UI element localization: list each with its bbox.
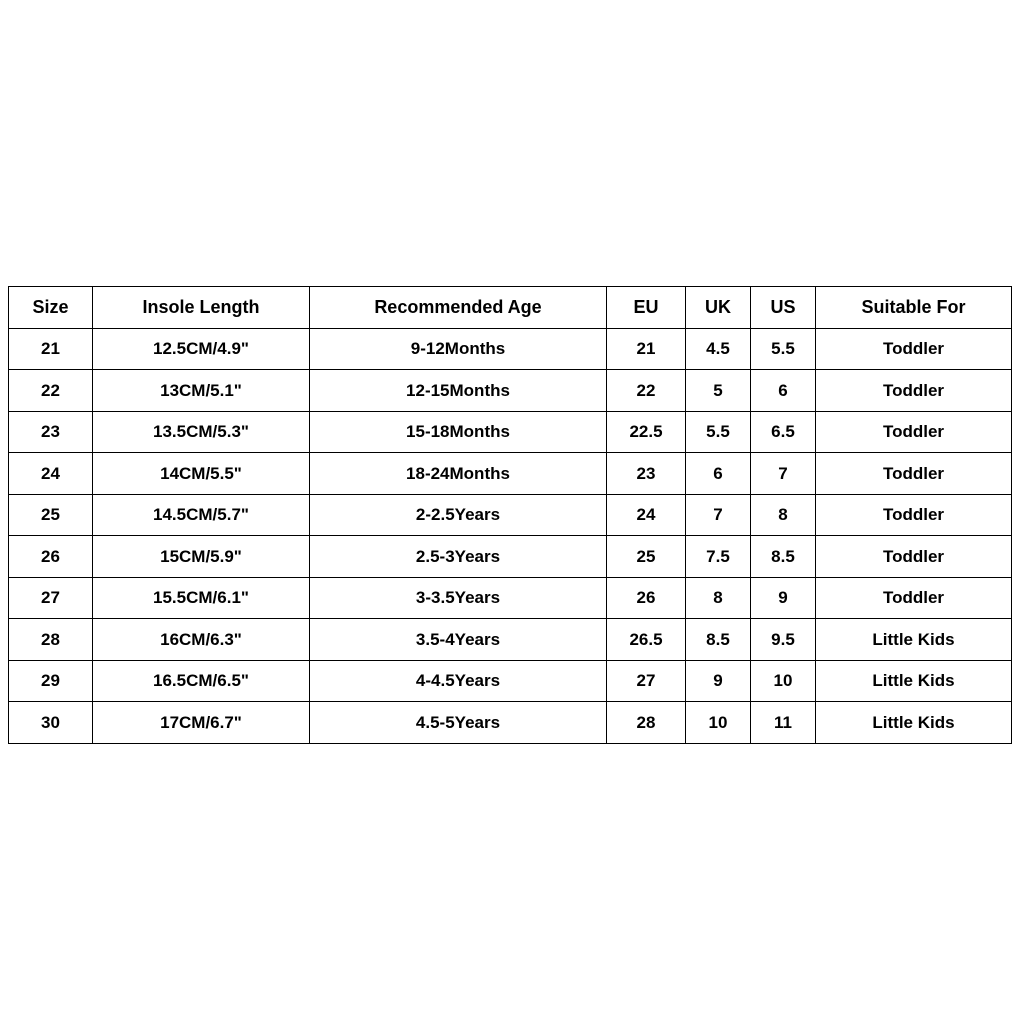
cell-recommended-age: 9-12Months [310,328,607,370]
cell-suitable-for: Toddler [816,328,1012,370]
cell-size: 28 [9,619,93,661]
header-size: Size [9,287,93,329]
table-row [9,411,1012,453]
cell-us: 6 [751,370,816,412]
cell-recommended-age: 2.5-3Years [310,536,607,578]
cell-eu: 23 [607,453,686,495]
cell-us: 9.5 [751,619,816,661]
cell-eu: 21 [607,328,686,370]
cell-uk: 7 [686,494,751,536]
size-chart-table [8,286,1012,744]
table-row [9,328,1012,370]
cell-uk: 5.5 [686,411,751,453]
cell-recommended-age: 12-15Months [310,370,607,412]
cell-insole-length: 16CM/6.3" [93,619,310,661]
cell-size: 29 [9,660,93,702]
table-header-row [9,287,1012,329]
cell-suitable-for: Toddler [816,370,1012,412]
cell-recommended-age: 4-4.5Years [310,660,607,702]
cell-uk: 10 [686,702,751,744]
table-row [9,702,1012,744]
cell-insole-length: 14.5CM/5.7" [93,494,310,536]
cell-insole-length: 17CM/6.7" [93,702,310,744]
cell-uk: 8.5 [686,619,751,661]
table-row [9,619,1012,661]
cell-recommended-age: 4.5-5Years [310,702,607,744]
header-eu: EU [607,287,686,329]
cell-suitable-for: Little Kids [816,702,1012,744]
cell-insole-length: 14CM/5.5" [93,453,310,495]
cell-suitable-for: Toddler [816,536,1012,578]
table-row [9,577,1012,619]
header-insole-length: Insole Length [93,287,310,329]
cell-us: 6.5 [751,411,816,453]
cell-us: 8 [751,494,816,536]
cell-insole-length: 12.5CM/4.9" [93,328,310,370]
header-us: US [751,287,816,329]
cell-size: 27 [9,577,93,619]
cell-eu: 26.5 [607,619,686,661]
cell-us: 9 [751,577,816,619]
cell-size: 30 [9,702,93,744]
cell-uk: 9 [686,660,751,702]
cell-recommended-age: 2-2.5Years [310,494,607,536]
cell-uk: 6 [686,453,751,495]
cell-eu: 22 [607,370,686,412]
cell-eu: 24 [607,494,686,536]
cell-eu: 26 [607,577,686,619]
cell-suitable-for: Toddler [816,494,1012,536]
cell-size: 23 [9,411,93,453]
cell-eu: 28 [607,702,686,744]
cell-recommended-age: 18-24Months [310,453,607,495]
header-recommended-age: Recommended Age [310,287,607,329]
table-row [9,660,1012,702]
cell-us: 10 [751,660,816,702]
cell-suitable-for: Little Kids [816,660,1012,702]
cell-us: 8.5 [751,536,816,578]
cell-uk: 7.5 [686,536,751,578]
cell-insole-length: 16.5CM/6.5" [93,660,310,702]
header-uk: UK [686,287,751,329]
table-row [9,370,1012,412]
cell-us: 11 [751,702,816,744]
cell-eu: 25 [607,536,686,578]
cell-suitable-for: Toddler [816,577,1012,619]
cell-us: 5.5 [751,328,816,370]
cell-size: 22 [9,370,93,412]
cell-size: 25 [9,494,93,536]
table-row [9,536,1012,578]
cell-insole-length: 13.5CM/5.3" [93,411,310,453]
header-suitable-for: Suitable For [816,287,1012,329]
cell-recommended-age: 3-3.5Years [310,577,607,619]
cell-size: 21 [9,328,93,370]
cell-eu: 27 [607,660,686,702]
cell-eu: 22.5 [607,411,686,453]
cell-uk: 4.5 [686,328,751,370]
cell-us: 7 [751,453,816,495]
cell-suitable-for: Toddler [816,411,1012,453]
cell-insole-length: 15CM/5.9" [93,536,310,578]
cell-uk: 8 [686,577,751,619]
cell-size: 26 [9,536,93,578]
cell-suitable-for: Little Kids [816,619,1012,661]
table-row [9,494,1012,536]
cell-suitable-for: Toddler [816,453,1012,495]
cell-size: 24 [9,453,93,495]
cell-uk: 5 [686,370,751,412]
cell-insole-length: 15.5CM/6.1" [93,577,310,619]
cell-recommended-age: 15-18Months [310,411,607,453]
cell-insole-length: 13CM/5.1" [93,370,310,412]
table-row [9,453,1012,495]
cell-recommended-age: 3.5-4Years [310,619,607,661]
